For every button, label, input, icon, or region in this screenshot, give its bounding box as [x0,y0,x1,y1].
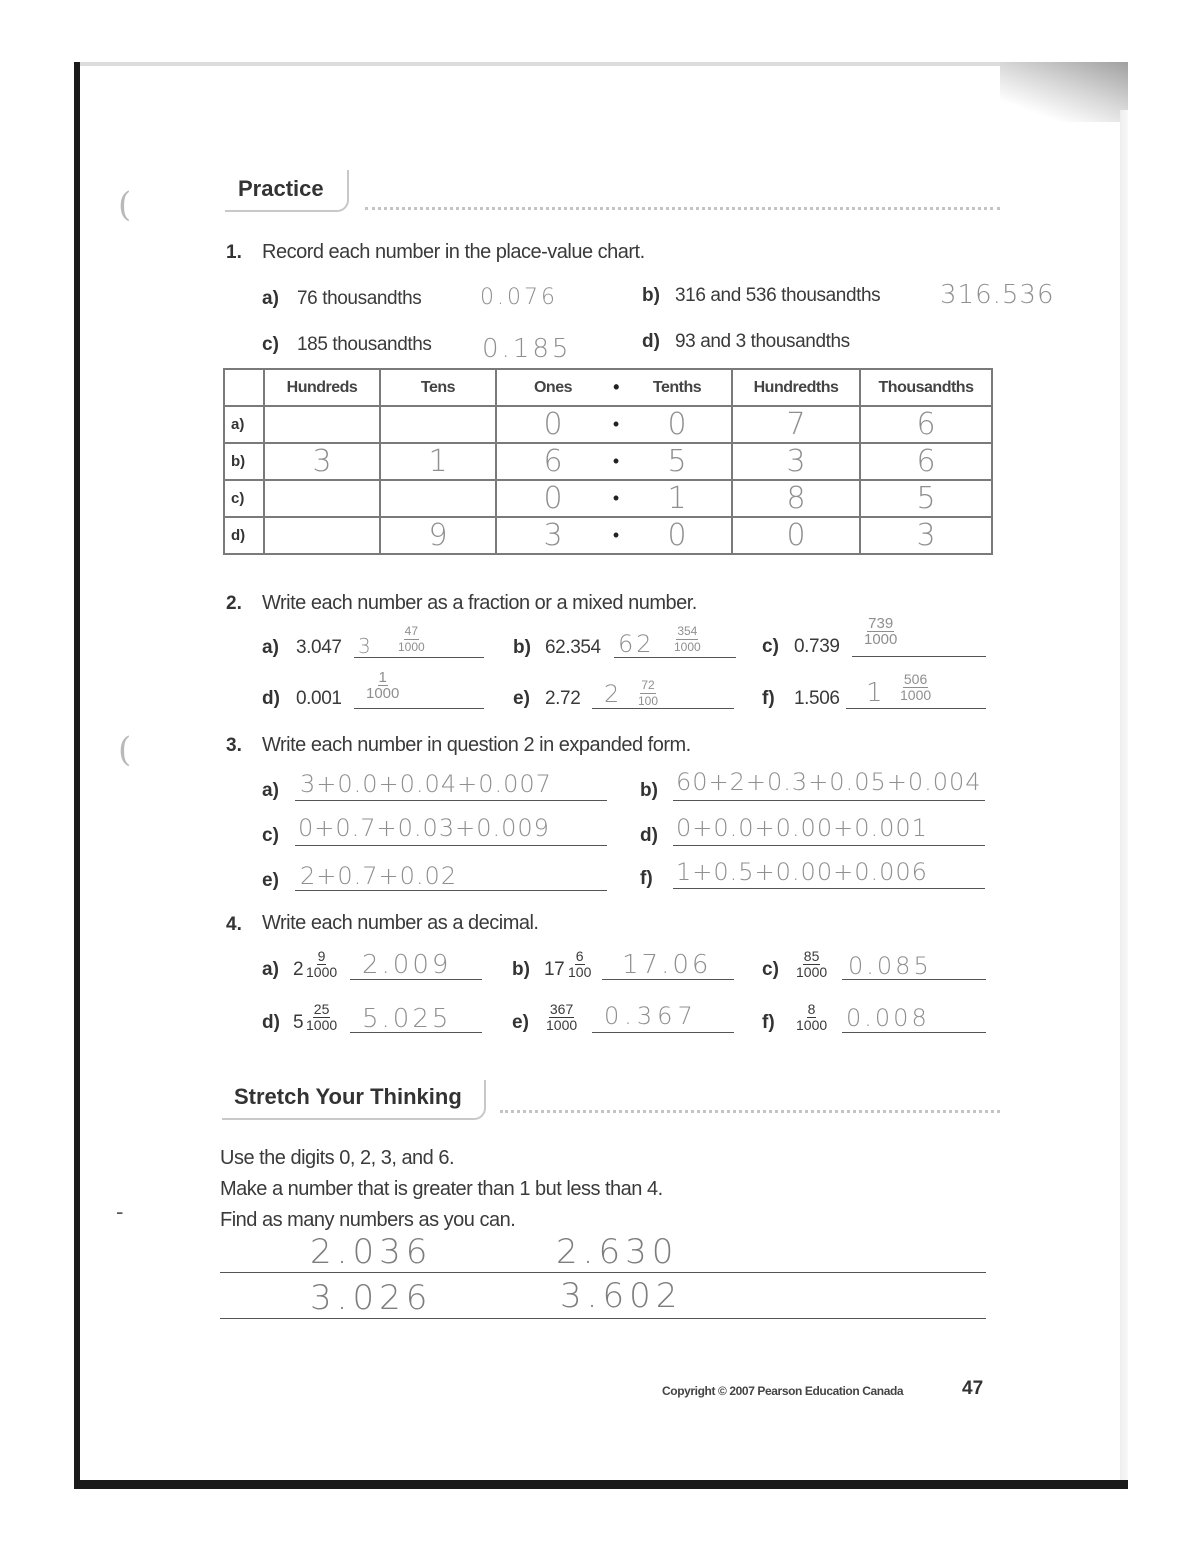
practice-heading: Practice [238,176,324,201]
item-label: f) [640,868,653,889]
chart-cell: 3 [732,443,860,480]
chart-cell: 3 [264,443,380,480]
column-header: Thousandths [860,369,992,406]
handwritten-answer: 2.036 [310,1232,433,1272]
printed-fraction [306,949,337,980]
heading-dotted-rule [500,1110,1000,1113]
item-label: f) [762,1012,775,1033]
handwritten-answer: 0.076 [480,285,558,310]
fraction-numerator: 367 [549,1001,574,1017]
fraction-numerator: 739 [868,615,894,632]
chart-cell: 0 [623,517,732,554]
answer-line [592,708,734,709]
fraction-numerator: 47 [404,624,419,638]
chart-header-row [224,369,992,406]
chart-cell: 5 [623,443,732,480]
chart-cell [380,480,496,517]
fraction-numerator: 25 [313,1001,330,1017]
handwritten-whole: 3 [358,634,374,658]
fraction-numerator: 8 [807,1001,816,1017]
item-label: d) [262,688,280,709]
chart-cell: 6 [496,443,609,480]
heading-dotted-rule [365,207,1000,210]
chart-cell [264,480,380,517]
item-label: e) [512,1012,529,1033]
handwritten-fraction [638,678,658,709]
chart-cell: 0 [623,406,732,443]
row-label: b) [224,443,264,480]
item-text: 0.001 [296,688,342,709]
handwritten-answer: 2+0.7+0.02 [300,862,458,890]
chart-cell: 0 [732,517,860,554]
answer-line [846,708,986,709]
fraction-numerator: 9 [317,948,326,964]
chart-corner-cell [224,369,264,406]
item-label: b) [642,285,660,306]
handwritten-whole: 2 [604,680,623,708]
margin-mark: ( [118,730,132,770]
column-header: Ones [496,369,609,406]
page-number: 47 [962,1378,984,1399]
fraction-numerator: 85 [803,948,820,964]
decimal-point: • [609,406,623,443]
item-text: 93 and 3 thousandths [675,331,850,352]
question-text: Write each number as a fraction or a mixed number. [262,592,697,614]
handwritten-answer: 0+0.0+0.00+0.001 [676,814,928,842]
row-label: d) [224,517,264,554]
item-label: a) [262,959,279,980]
fraction-denominator: 1000 [796,964,828,980]
item-label: c) [762,959,779,980]
item-label: b) [512,959,530,980]
item-text: 76 thousandths [297,288,422,309]
answer-line [852,656,986,657]
handwritten-fraction [674,624,701,655]
chart-cell [380,406,496,443]
margin-mark: ( [118,185,132,225]
item-label: d) [262,1012,280,1033]
item-text: 1.506 [794,688,840,709]
item-label: d) [640,825,658,846]
item-label: c) [262,334,279,355]
fraction-numerator: 1 [378,669,387,686]
question-number: 4. [226,914,242,935]
handwritten-fraction [900,672,931,703]
item-label: e) [262,870,279,891]
chart-row [224,517,992,554]
item-label: a) [262,637,279,658]
item-label: a) [262,780,279,801]
question-number: 3. [226,735,242,756]
printed-fraction [796,949,827,980]
fraction-denominator: 1000 [674,640,701,654]
question-number: 1. [226,242,242,263]
item-text: 316 and 536 thousandths [675,285,881,306]
place-value-chart [223,368,993,555]
answer-line [295,800,607,801]
fraction-denominator: 100 [638,694,659,708]
answer-line [673,888,985,889]
chart-cell [264,406,380,443]
fraction-numerator: 72 [641,678,655,692]
fraction-denominator: 100 [568,964,592,980]
column-header: Tenths [623,369,732,406]
fraction-numerator: 354 [677,624,698,638]
answer-line [220,1272,986,1273]
mixed-whole: 5 [293,1012,304,1033]
handwritten-answer: 0.085 [848,952,932,980]
fraction-denominator: 1000 [306,964,338,980]
item-label: a) [262,288,279,309]
row-label: a) [224,406,264,443]
stretch-heading: Stretch Your Thinking [234,1084,462,1109]
stretch-line: Use the digits 0, 2, 3, and 6. [220,1147,455,1169]
item-label: b) [640,780,658,801]
fraction-denominator: 1000 [398,640,425,654]
question-text: Write each number in question 2 in expanded form. [262,734,691,756]
printed-fraction [796,1002,827,1033]
handwritten-whole: 1 [866,678,886,708]
margin-mark: - [116,1200,124,1225]
answer-line [354,708,484,709]
handwritten-answer: 17.06 [622,950,712,980]
chart-cell [264,517,380,554]
scan-right-edge [1120,110,1128,1480]
answer-line [673,800,985,801]
scan-left-border [74,62,80,1488]
chart-cell: 9 [380,517,496,554]
item-label: b) [513,637,531,658]
column-header: Hundreds [264,369,380,406]
answer-line [295,890,607,891]
stretch-line: Find as many numbers as you can. [220,1209,516,1231]
column-header: Tens [380,369,496,406]
handwritten-whole: 62 [618,630,655,658]
item-text: 0.739 [794,636,840,657]
chart-cell: 1 [623,480,732,517]
chart-cell: 0 [496,480,609,517]
copyright-notice: Copyright © 2007 Pearson Education Canada [662,1384,904,1398]
handwritten-answer: 2.009 [362,950,452,980]
fraction-denominator: 1000 [306,1017,338,1033]
item-label: d) [642,331,660,352]
handwritten-answer: 2.630 [556,1232,679,1272]
fraction-denominator: 1000 [796,1017,828,1033]
item-text: 62.354 [545,637,601,658]
chart-cell: 8 [732,480,860,517]
chart-cell: 6 [860,406,992,443]
fraction-denominator: 1000 [900,687,932,703]
chart-cell: 3 [860,517,992,554]
handwritten-answer: 3.602 [560,1276,683,1316]
scan-corner-shadow [1000,62,1128,122]
item-label: f) [762,688,775,709]
handwritten-answer: 0.367 [604,1002,698,1030]
handwritten-answer: 0+0.7+0.03+0.009 [298,814,550,842]
item-label: c) [262,825,279,846]
handwritten-fraction [366,670,399,701]
item-text: 3.047 [296,637,342,658]
printed-fraction [546,1002,577,1033]
column-header: Hundredths [732,369,860,406]
handwritten-answer: 60+2+0.3+0.05+0.004 [676,768,982,796]
scan-bottom-border [74,1480,1128,1489]
fraction-numerator: 506 [903,671,928,687]
stretch-line: Make a number that is greater than 1 but less than 4. [220,1178,663,1200]
answer-line [673,845,985,846]
handwritten-answer: 316.536 [940,280,1055,310]
handwritten-fraction [398,624,425,655]
question-text: Record each number in the place-value chart. [262,241,645,263]
fraction-denominator: 1000 [546,1017,578,1033]
printed-fraction [568,949,591,980]
printed-fraction [306,1002,337,1033]
handwritten-answer: 1+0.5+0.00+0.006 [676,858,928,886]
chart-row [224,480,992,517]
chart-row [224,443,992,480]
fraction-denominator: 1000 [366,685,400,702]
fraction-denominator: 1000 [864,631,898,648]
chart-row [224,406,992,443]
handwritten-answer: 5.025 [362,1004,452,1034]
item-label: e) [513,688,530,709]
answer-line [842,1032,986,1033]
question-text: Write each number as a decimal. [262,912,539,934]
chart-cell: 6 [860,443,992,480]
fraction-numerator: 6 [575,948,584,964]
question-number: 2. [226,593,242,614]
handwritten-answer: 0.008 [846,1004,930,1032]
scan-top-edge [80,62,1126,66]
chart-cell: 7 [732,406,860,443]
decimal-point: • [609,480,623,517]
mixed-whole: 17 [544,959,565,980]
item-text: 185 thousandths [297,334,432,355]
mixed-whole: 2 [293,959,304,980]
answer-line [295,845,607,846]
decimal-point: • [609,517,623,554]
chart-cell: 0 [496,406,609,443]
answer-line [220,1318,986,1319]
chart-cell: 5 [860,480,992,517]
chart-cell: 3 [496,517,609,554]
item-text: 2.72 [545,688,581,709]
answer-line [592,1032,734,1033]
chart-cell: 1 [380,443,496,480]
handwritten-fraction [864,616,897,647]
handwritten-answer: 3.026 [310,1278,433,1318]
decimal-point: • [609,443,623,480]
row-label: c) [224,480,264,517]
handwritten-answer: 0.185 [482,334,572,364]
decimal-point: • [609,369,623,406]
item-label: c) [762,636,779,657]
handwritten-answer: 3+0.0+0.04+0.007 [300,770,552,798]
